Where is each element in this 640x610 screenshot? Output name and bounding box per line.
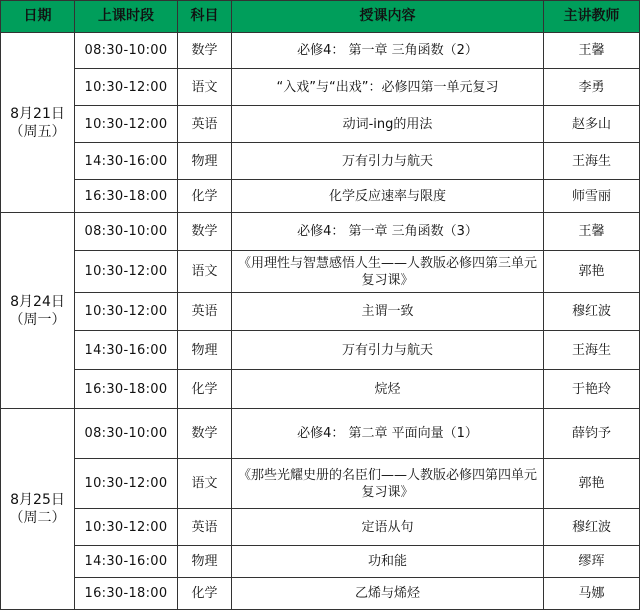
date-label: 8月21日 [10, 105, 65, 122]
content-cell: 《那些光耀史册的名臣们——人教版必修四第四单元复习课》 [232, 459, 544, 509]
header-subject: 科目 [178, 1, 232, 33]
teacher-cell: 郭艳 [544, 251, 640, 293]
content-cell: 定语从句 [232, 509, 544, 546]
time-cell: 08:30-10:00 [75, 33, 178, 69]
time-cell: 10:30-12:00 [75, 459, 178, 509]
content-cell: 化学反应速率与限度 [232, 180, 544, 213]
content-cell: 烷烃 [232, 370, 544, 409]
content-cell: 动词-ing的用法 [232, 106, 544, 143]
teacher-cell: 王海生 [544, 331, 640, 370]
time-cell: 10:30-12:00 [75, 106, 178, 143]
content-cell: 必修4： 第一章 三角函数（2） [232, 33, 544, 69]
table-row [1, 293, 640, 331]
table-row [1, 106, 640, 143]
content-cell: 必修4： 第二章 平面向量（1） [232, 409, 544, 459]
time-cell: 10:30-12:00 [75, 69, 178, 106]
weekday-label: （周二） [9, 510, 66, 526]
header-time: 上课时段 [75, 1, 178, 33]
subject-cell: 数学 [178, 213, 232, 251]
table-row [1, 409, 640, 459]
table-row [1, 509, 640, 546]
subject-cell: 数学 [178, 409, 232, 459]
subject-cell: 物理 [178, 331, 232, 370]
subject-cell: 英语 [178, 509, 232, 546]
header-date: 日期 [1, 1, 75, 33]
table-row [1, 459, 640, 509]
date-cell [1, 409, 75, 610]
content-cell: 主谓一致 [232, 293, 544, 331]
table-row [1, 251, 640, 293]
subject-cell: 语文 [178, 251, 232, 293]
teacher-cell: 马娜 [544, 578, 640, 610]
date-label: 8月25日 [10, 492, 65, 508]
teacher-cell: 于艳玲 [544, 370, 640, 409]
time-cell: 16:30-18:00 [75, 578, 178, 610]
teacher-cell: 王馨 [544, 33, 640, 69]
content-cell: 《用理性与智慧感悟人生——人教版必修四第三单元复习课》 [232, 251, 544, 293]
content-cell: 乙烯与烯烃 [232, 578, 544, 610]
time-cell: 08:30-10:00 [75, 213, 178, 251]
time-cell: 14:30-16:00 [75, 546, 178, 578]
subject-cell: 物理 [178, 546, 232, 578]
content-cell: 万有引力与航天 [232, 143, 544, 180]
date-label: 8月24日 [10, 293, 65, 310]
subject-cell: 化学 [178, 370, 232, 409]
time-cell: 10:30-12:00 [75, 293, 178, 331]
table-row [1, 69, 640, 106]
teacher-cell: 郭艳 [544, 459, 640, 509]
teacher-cell: 薛钧予 [544, 409, 640, 459]
content-cell: 万有引力与航天 [232, 331, 544, 370]
teacher-cell: 赵多山 [544, 106, 640, 143]
content-cell: 功和能 [232, 546, 544, 578]
teacher-cell: 王馨 [544, 213, 640, 251]
time-cell: 16:30-18:00 [75, 370, 178, 409]
teacher-cell: 李勇 [544, 69, 640, 106]
time-cell: 10:30-12:00 [75, 509, 178, 546]
table-row [1, 546, 640, 578]
table-row [1, 213, 640, 251]
time-cell: 08:30-10:00 [75, 409, 178, 459]
date-cell [1, 213, 75, 409]
content-cell: “入戏”与“出戏”：必修四第一单元复习 [232, 69, 544, 106]
teacher-cell: 穆红波 [544, 293, 640, 331]
subject-cell: 语文 [178, 69, 232, 106]
table-row [1, 180, 640, 213]
teacher-cell: 穆红波 [544, 509, 640, 546]
time-cell: 14:30-16:00 [75, 143, 178, 180]
table-row [1, 370, 640, 409]
time-cell: 10:30-12:00 [75, 251, 178, 293]
weekday-label: （周一） [9, 311, 66, 328]
teacher-cell: 师雪丽 [544, 180, 640, 213]
subject-cell: 语文 [178, 459, 232, 509]
header-content: 授课内容 [232, 1, 544, 33]
subject-cell: 英语 [178, 106, 232, 143]
subject-cell: 化学 [178, 180, 232, 213]
date-cell [1, 33, 75, 213]
table-row [1, 33, 640, 69]
subject-cell: 化学 [178, 578, 232, 610]
table-row [1, 143, 640, 180]
time-cell: 16:30-18:00 [75, 180, 178, 213]
header-row [1, 1, 640, 33]
teacher-cell: 缪珲 [544, 546, 640, 578]
subject-cell: 英语 [178, 293, 232, 331]
content-cell: 必修4： 第一章 三角函数（3） [232, 213, 544, 251]
weekday-label: （周五） [9, 123, 66, 140]
subject-cell: 物理 [178, 143, 232, 180]
header-teacher: 主讲教师 [544, 1, 640, 33]
table-row [1, 331, 640, 370]
subject-cell: 数学 [178, 33, 232, 69]
teacher-cell: 王海生 [544, 143, 640, 180]
table-row [1, 578, 640, 610]
time-cell: 14:30-16:00 [75, 331, 178, 370]
